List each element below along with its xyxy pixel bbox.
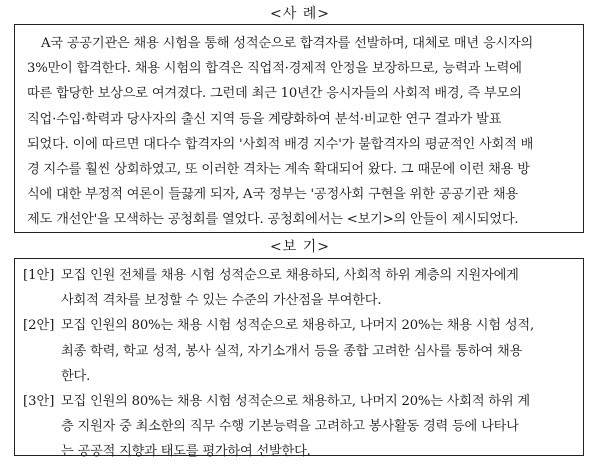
option-label: [3안]	[23, 394, 55, 410]
option-text-line: 한다.	[61, 368, 91, 384]
option-text-line: 는 공공적 지향과 태도를 평가하여 선발한다.	[61, 444, 311, 460]
examples-section-title: <보 기>	[270, 239, 330, 255]
case-section-title: <사 례>	[270, 6, 330, 22]
case-text-line: 되었다. 이에 따르면 대다수 합격자의 '사회적 배경 지수'가 불합격자의 평균적인 사회적 배	[27, 136, 534, 152]
option-text-line: 사회적 격차를 보정할 수 있는 수준의 가산점을 부여한다.	[61, 293, 382, 309]
option-3	[23, 389, 573, 465]
case-text-line: A국 공공기관은 채용 시험을 통해 성적순으로 합격자를 선발하며, 대체로 매년 응시자의	[41, 36, 534, 51]
option-text-line: 모집 인원의 80%는 채용 시험 성적순으로 채용하고, 나머지 20%는 채용 시험 성적,	[61, 318, 534, 334]
option-label: [2안]	[23, 318, 55, 334]
option-1	[23, 263, 573, 313]
option-2	[23, 313, 573, 389]
option-label: [1안]	[23, 268, 55, 283]
option-text-line: 모집 인원의 80%는 채용 시험 성적순으로 채용하고, 나머지 20%는 사회적 하위 계	[61, 394, 530, 410]
option-text-line: 층 지원자 중 최소한의 직무 수행 기본능력을 고려하고 봉사활동 경력 등에 나타나	[61, 419, 519, 435]
examples-box	[14, 258, 584, 460]
case-text-line: 식에 대한 부정적 여론이 들끓게 되자, A국 정부는 '공정사회 구현을 위한 공공기관 채용	[27, 187, 518, 203]
case-text-line: 직업·수입·학력과 당사자의 출신 지역 등을 계량화하여 분석·비교한 연구 결과가 발표	[27, 111, 502, 127]
case-text-line: 3%만이 합격한다. 채용 시험의 합격은 직업적·경제적 안정을 보장하므로, 능력과 노력에	[27, 61, 522, 77]
case-text-line: 제도 개선안'을 모색하는 공청회를 열었다. 공청회에서는 <보기>의 안들이 제시되었다.	[27, 212, 519, 228]
case-box	[14, 24, 584, 233]
option-text-line: 최종 학력, 학교 성적, 봉사 실적, 자기소개서 등을 종합 고려한 심사를 통하여 채용	[61, 343, 523, 359]
case-text-line: 따른 합당한 보상으로 여겨졌다. 그런데 최근 10년간 응시자들의 사회적 배경, 즉 부모의	[27, 86, 522, 102]
option-text-line: 모집 인원 전체를 채용 시험 성적순으로 채용하되, 사회적 하위 계층의 지원자에게	[61, 268, 519, 283]
case-text-line: 경 지수를 훨씬 상회하였고, 또 이러한 격차는 계속 확대되어 왔다. 그 때문에 이런 채용 방	[27, 162, 530, 178]
